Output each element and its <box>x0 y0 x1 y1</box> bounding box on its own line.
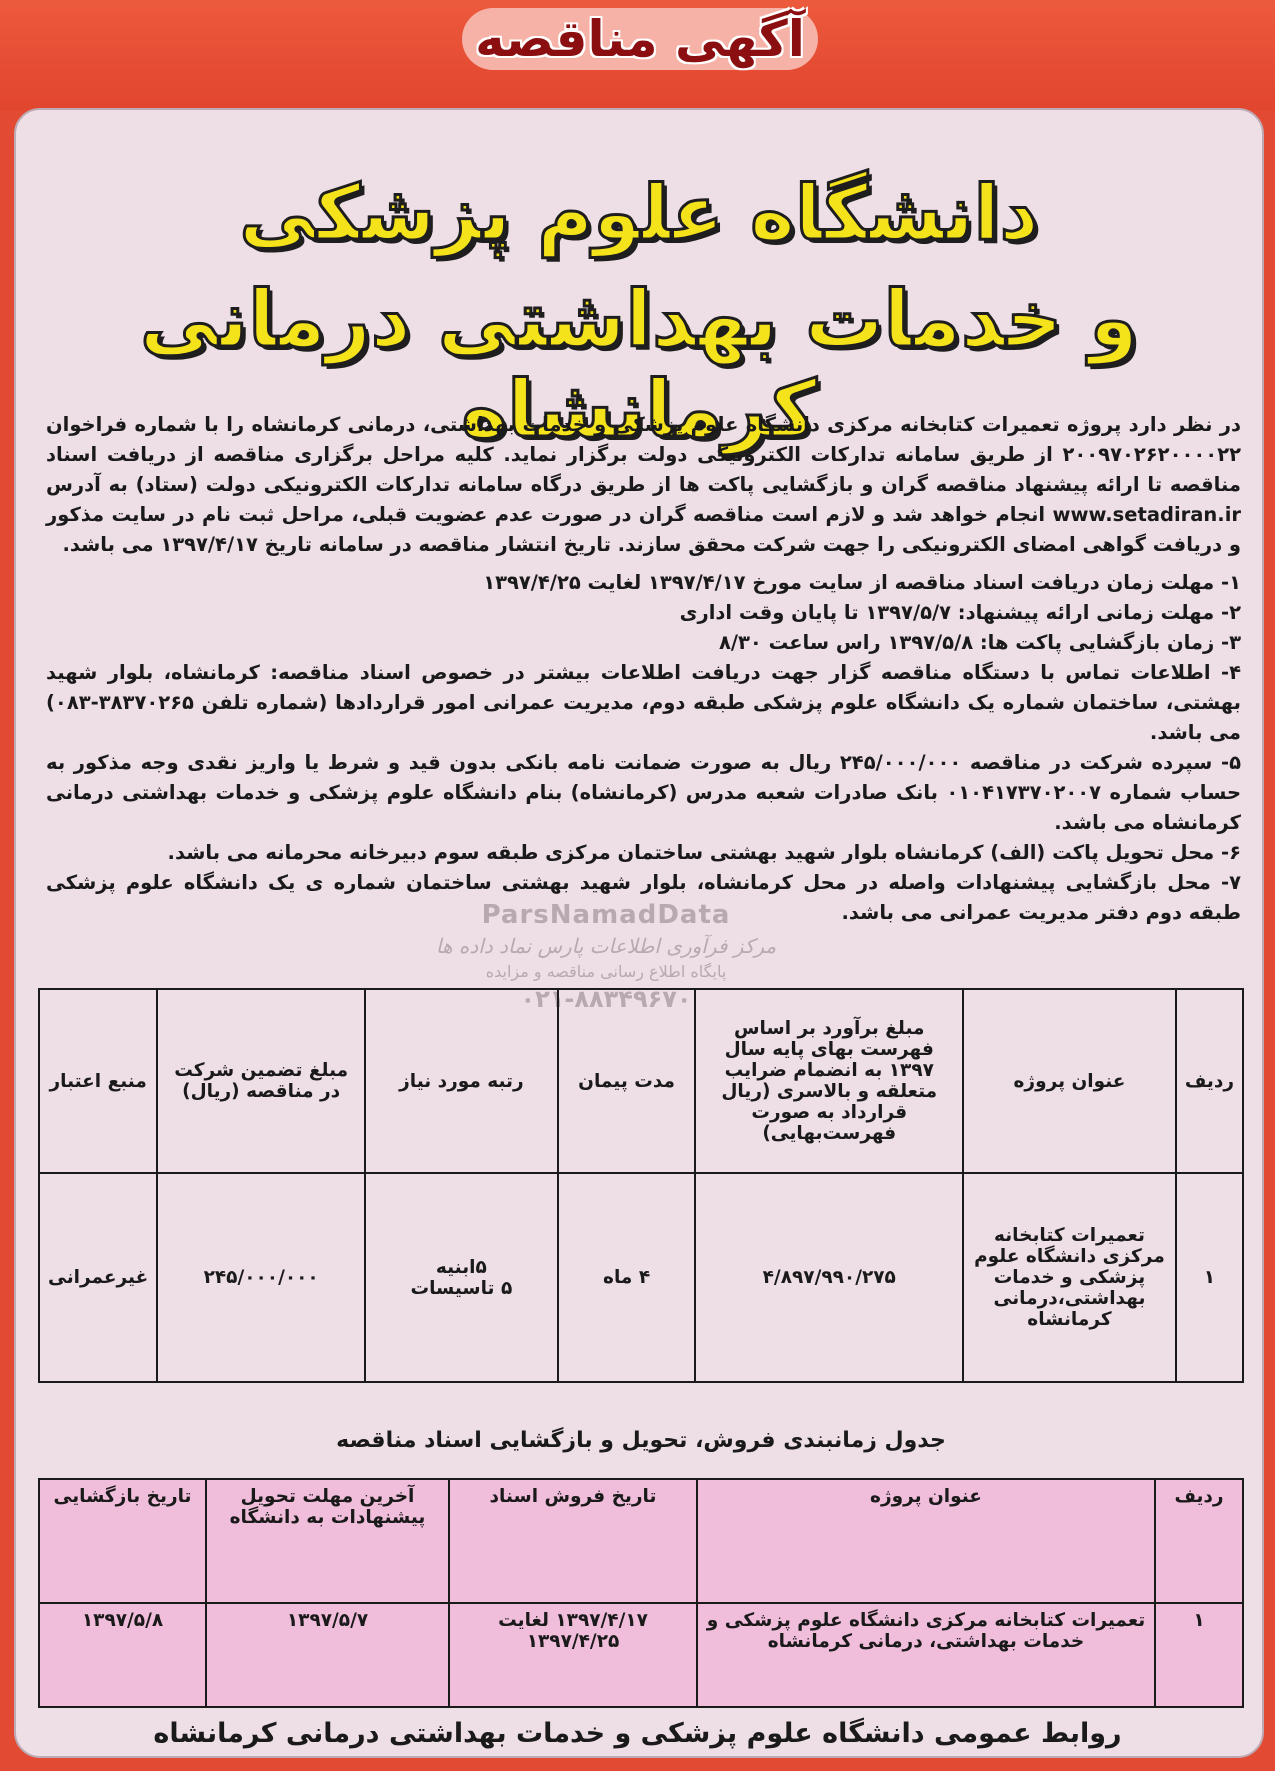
cell-guarantee: ۲۴۵/۰۰۰/۰۰۰ <box>157 1173 365 1382</box>
cell-grade-installations: ۵ تاسیسات <box>410 1277 513 1299</box>
header-grade: رتبه مورد نیاز <box>365 989 558 1173</box>
schedule-table <box>38 1478 1244 1708</box>
footer-public-relations: روابط عمومی دانشگاه علوم پزشکی و خدمات بهداشتی درمانی کرمانشاه <box>153 1718 1122 1749</box>
condition-item: ۷- محل بازگشایی پیشنهادات واصله در محل کرمانشاه، بلوار شهید بهشتی ساختمان شماره ی یک دانشگاه علوم پزشکی طبقه دوم دفتر مدیریت عمرانی می باشد. <box>46 871 1241 924</box>
header-project-title: عنوان پروژه <box>963 989 1176 1173</box>
organization-title-line1: دانشگاه علوم پزشکی <box>239 168 1039 257</box>
header-row-number: ردیف <box>1155 1479 1243 1603</box>
tender-table <box>38 988 1244 1383</box>
header-estimate: مبلغ برآورد بر اساس فهرست بهای پایه سال ۱۳۹۷ به انضمام ضرایب متعلقه و بالاسری (ریال قرارداد به صورت فهرست‌بهایی) <box>695 989 963 1173</box>
table-row <box>39 1603 1243 1707</box>
condition-item: ۶- محل تحویل پاکت (الف) کرمانشاه بلوار شهید بهشتی ساختمان مرکزی طبقه سوم دبیرخانه محرمانه می باشد. <box>167 841 1241 864</box>
cell-opening-date: ۱۳۹۷/۵/۸ <box>39 1603 206 1707</box>
schedule-caption: جدول زمانبندی فروش، تحویل و بازگشایی اسناد مناقصه <box>336 1428 946 1453</box>
cell-row-number: ۱ <box>1155 1603 1243 1707</box>
cell-estimate: ۴/۸۹۷/۹۹۰/۲۷۵ <box>695 1173 963 1382</box>
banner-title: آگهی مناقصه <box>462 8 818 70</box>
cell-project-title: تعمیرات کتابخانه مرکزی دانشگاه علوم پزشکی و خدمات بهداشتی،درمانی کرمانشاه <box>963 1173 1176 1382</box>
header-project-title: عنوان پروژه <box>697 1479 1155 1603</box>
cell-project-title: تعمیرات کتابخانه مرکزی دانشگاه علوم پزشکی و خدمات بهداشتی، درمانی کرمانشاه <box>697 1603 1155 1707</box>
header-row-number: ردیف <box>1176 989 1243 1173</box>
watermark-subtitle: مرکز فرآوری اطلاعات پارس نماد داده ها <box>435 934 777 958</box>
cell-grade <box>365 1173 558 1382</box>
intro-paragraph: در نظر دارد پروژه تعمیرات کتابخانه مرکزی دانشگاه علوم پزشکی و خدمات بهداشتی، درمانی کرمانشاه را با شماره فراخوان ۲۰۰۹۷۰۲۶۲۰۰۰۰۲۲ از طریق سامانه تدارکات الکترونیکی دولت برگزار نماید. کلیه مراحل برگزاری مناقصه از دریافت اسناد مناقصه تا ارائه پیشنهاد مناقصه گران و بازگشایی پاکت ها از طریق درگاه سامانه تدارکات الکترونیکی دولت (ستاد) به آدرس www.setadiran.ir انجام خواهد شد و لازم است مناقصه گران در صورت عدم عضویت قبلی، مراحل ثبت نام در سایت مذکور و دریافت گواهی امضای الکترونیکی را جهت شرکت محقق سازند. تاریخ انتشار مناقصه در سامانه تاریخ ۱۳۹۷/۴/۱۷ می باشد. <box>46 413 1241 556</box>
header-deadline: آخرین مهلت تحویل پیشنهادات به دانشگاه <box>206 1479 449 1603</box>
table-header-row <box>39 989 1243 1173</box>
conditions-list <box>46 568 1241 928</box>
watermark-phone: ۰۲۱-۸۸۳۴۹۶۷۰ <box>520 985 692 1013</box>
cell-duration: ۴ ماه <box>558 1173 696 1382</box>
cell-deadline: ۱۳۹۷/۵/۷ <box>206 1603 449 1707</box>
condition-item: ۲- مهلت زمانی ارائه پیشنهاد: ۱۳۹۷/۵/۷ تا پایان وقت اداری <box>679 601 1241 624</box>
watermark-subtitle2: پایگاه اطلاع رسانی مناقصه و مزایده <box>485 962 727 981</box>
condition-item: ۱- مهلت زمان دریافت اسناد مناقصه از سایت مورخ ۱۳۹۷/۴/۱۷ لغایت ۱۳۹۷/۴/۲۵ <box>483 571 1241 594</box>
header-sale-date: تاریخ فروش اسناد <box>449 1479 697 1603</box>
header-funding: منبع اعتبار <box>39 989 157 1173</box>
cell-sale-date: ۱۳۹۷/۴/۱۷ لغایت ۱۳۹۷/۴/۲۵ <box>449 1603 697 1707</box>
notice-panel <box>14 108 1264 1758</box>
table-row <box>39 1173 1243 1382</box>
condition-item: ۴- اطلاعات تماس با دستگاه مناقصه گزار جهت دریافت اطلاعات بیشتر در خصوص اسناد مناقصه: کرمانشاه، بلوار شهید بهشتی، ساختمان شماره یک دانشگاه علوم پزشکی طبقه دوم، مدیریت عمرانی امور قراردادها (شماره تلفن ۳۸۳۷۰۲۶۵-۰۸۳) می باشد. <box>46 661 1241 744</box>
cell-funding: غیرعمرانی <box>39 1173 157 1382</box>
header-opening-date: تاریخ بازگشایی <box>39 1479 206 1603</box>
cell-grade-building: ۵ابنیه <box>435 1256 487 1278</box>
condition-item: ۵- سپرده شرکت در مناقصه ۲۴۵/۰۰۰/۰۰۰ ریال به صورت ضمانت نامه بانکی بدون قید و شرط یا واریز نقدی وجه مذکور به حساب شماره ۰۱۰۴۱۷۳۷۰۲۰۰۷ بانک صادرات شعبه مدرس (کرمانشاه) بنام دانشگاه علوم پزشکی و خدمات بهداشتی درمانی کرمانشاه می باشد. <box>46 751 1241 834</box>
cell-row-number: ۱ <box>1176 1173 1243 1382</box>
organization-title-line2: و خدمات بهداشتی درمانی کرمانشاه <box>140 275 1138 455</box>
header-guarantee: مبلغ تضمین شرکت در مناقصه (ریال) <box>157 989 365 1173</box>
header-banner <box>0 0 1275 110</box>
watermark-name: ParsNamadData <box>481 900 731 930</box>
table-header-row <box>39 1479 1243 1603</box>
condition-item: ۳- زمان بازگشایی پاکت ها: ۱۳۹۷/۵/۸ راس ساعت ۸/۳۰ <box>718 631 1241 654</box>
header-duration: مدت پیمان <box>558 989 696 1173</box>
